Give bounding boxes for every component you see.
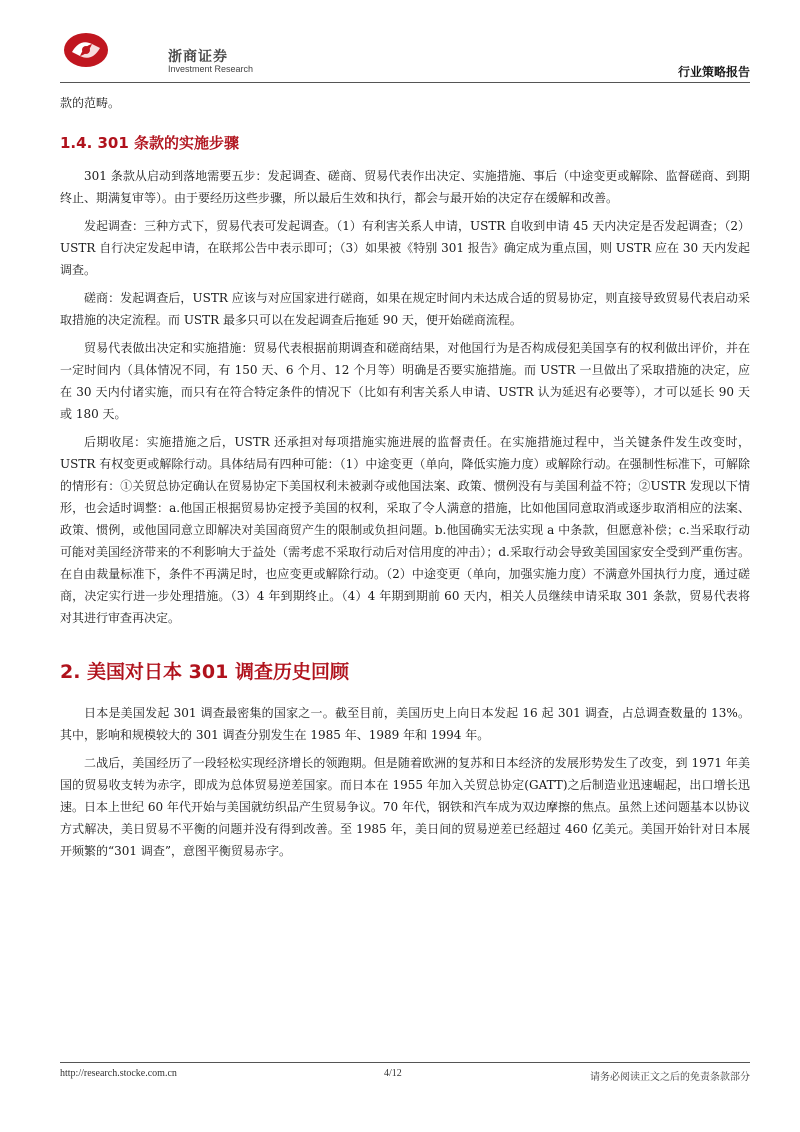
page-number: 4/12 (384, 1068, 402, 1079)
paragraph-decision-implementation: 贸易代表做出决定和实施措施：贸易代表根据前期调查和磋商结果，对他国行为是否构成侵犯美国享有的权利做出评价，并在一定时间内（具体情况不同，有 150 天、6 个月、12 个月等）明确是否要实施措施。而 USTR 一旦做出了采取措施的决定，应在 30 天内付诸实施，而只有在符合特定条件的情况下（比如有利害关系人申请、USTR 认为延迟有必要等），才可以延长 90 天或 180 天。 (60, 341, 750, 421)
paragraph-steps-overview: 301 条款从启动到落地需要五步：发起调查、磋商、贸易代表作出决定、实施措施、事后（中途变更或解除、监督磋商、到期终止、期满复审等）。由于要经历这些步骤，所以最后生效和执行，都会与最开始的决定存在缓解和改善。 (60, 169, 750, 205)
report-type-label: 行业策略报告 (677, 65, 750, 79)
section-heading-2: 2. 美国对日本 301 调查历史回顾 (60, 661, 349, 683)
paragraph-follow-up: 后期收尾：实施措施之后，USTR 还承担对每项措施实施进展的监督责任。在实施措施过程中，当关键条件发生改变时，USTR 有权变更或解除行动。具体结局有四种可能：（1）中途变更（单向，降低实施力度）或解除行动。在强制性标准下，可解除的情形有：①关贸总协定确认在贸易协定下美国权利未被剥夺或他国法案、政策、惯例没有与美国利益不符；②USTR 发现以下情形，也会适时调整：a.他国正根据贸易协定授予美国的权利，采取了令人满意的措施，比如他国同意取消或逐步取消相应的法案、政策、惯例，或他国同意立即解决对美国商贸产生的限制或负担问题。b.他国确实无法实现 a 中条款，但愿意补偿；c.当采取行动可能对美国经济带来的不利影响大于益处（需考虑不采取行动后对信用度的冲击）；d.采取行动会导致美国国家安全受到严重伤害。在自由裁量标准下，条件不再满足时，也应变更或解除行动。（2）中途变更（单向，加强实施力度）不满意外国执行力度，通过磋商，决定实行进一步处理措施。（3）4 年到期终止。（4）4 年期到期前 60 天内，相关人员继续申请采取 301 条款，贸易代表将对其进行审查再决定。 (60, 435, 750, 625)
page-header (60, 0, 750, 82)
footer-disclaimer: 请务必阅读正文之后的免责条款部分 (590, 1072, 750, 1083)
main-content (60, 92, 750, 862)
logo-text-en: Investment Research (168, 64, 254, 74)
paragraph-japan-overview: 日本是美国发起 301 调查最密集的国家之一。截至目前，美国历史上向日本发起 16 起 301 调查，占总调查数量的 13%。其中，影响和规模较大的 301 调查分别发生在 1985 年、1989 年和 1994 年。 (60, 706, 750, 742)
paragraph-consultation: 磋商：发起调查后，USTR 应该与对应国家进行磋商，如果在规定时间内未达成合适的贸易协定，则直接导致贸易代表启动采取措施的决定流程。而 USTR 最多只可以在发起调查后拖延 90 天，便开始磋商流程。 (60, 291, 750, 327)
paragraph-initiate-investigation: 发起调查：三种方式下，贸易代表可发起调查。（1）有利害关系人申请，USTR 自收到申请 45 天内决定是否发起调查；（2）USTR 自行决定发起申请，在联邦公告中表示即可；（3）如果被《特别 301 报告》确定成为重点国，则 USTR 应在 30 天内发起调查。 (60, 219, 750, 277)
footer-divider (60, 1062, 750, 1063)
section-heading-1-4: 1.4. 301 条款的实施步骤 (60, 134, 240, 152)
logo-text-cn: 浙商证券 (168, 49, 228, 65)
header-divider (60, 82, 750, 83)
zheshang-logo-icon (62, 30, 110, 70)
paragraph-continuation: 款的范畴。 (60, 96, 121, 110)
paragraph-postwar-history: 二战后，美国经历了一段轻松实现经济增长的领跑期。但是随着欧洲的复苏和日本经济的发展形势发生了改变，到 1971 年美国的贸易收支转为赤字，即成为总体贸易逆差国家。而日本在 1955 年加入关贸总协定(GATT)之后制造业迅速崛起，出口增长迅速。日本上世纪 60 年代开始与美国就纺织品产生贸易争议。70 年代，钢铁和汽车成为双边摩擦的焦点。虽然上述问题基本以协议方式解决，美日贸易不平衡的问题并没有得到改善。至 1985 年，美日间的贸易逆差已经超过 460 亿美元。美国开始针对日本展开频繁的“301 调查”，意图平衡贸易赤字。 (60, 756, 750, 858)
footer-url-link[interactable]: http://research.stocke.com.cn (60, 1068, 177, 1079)
